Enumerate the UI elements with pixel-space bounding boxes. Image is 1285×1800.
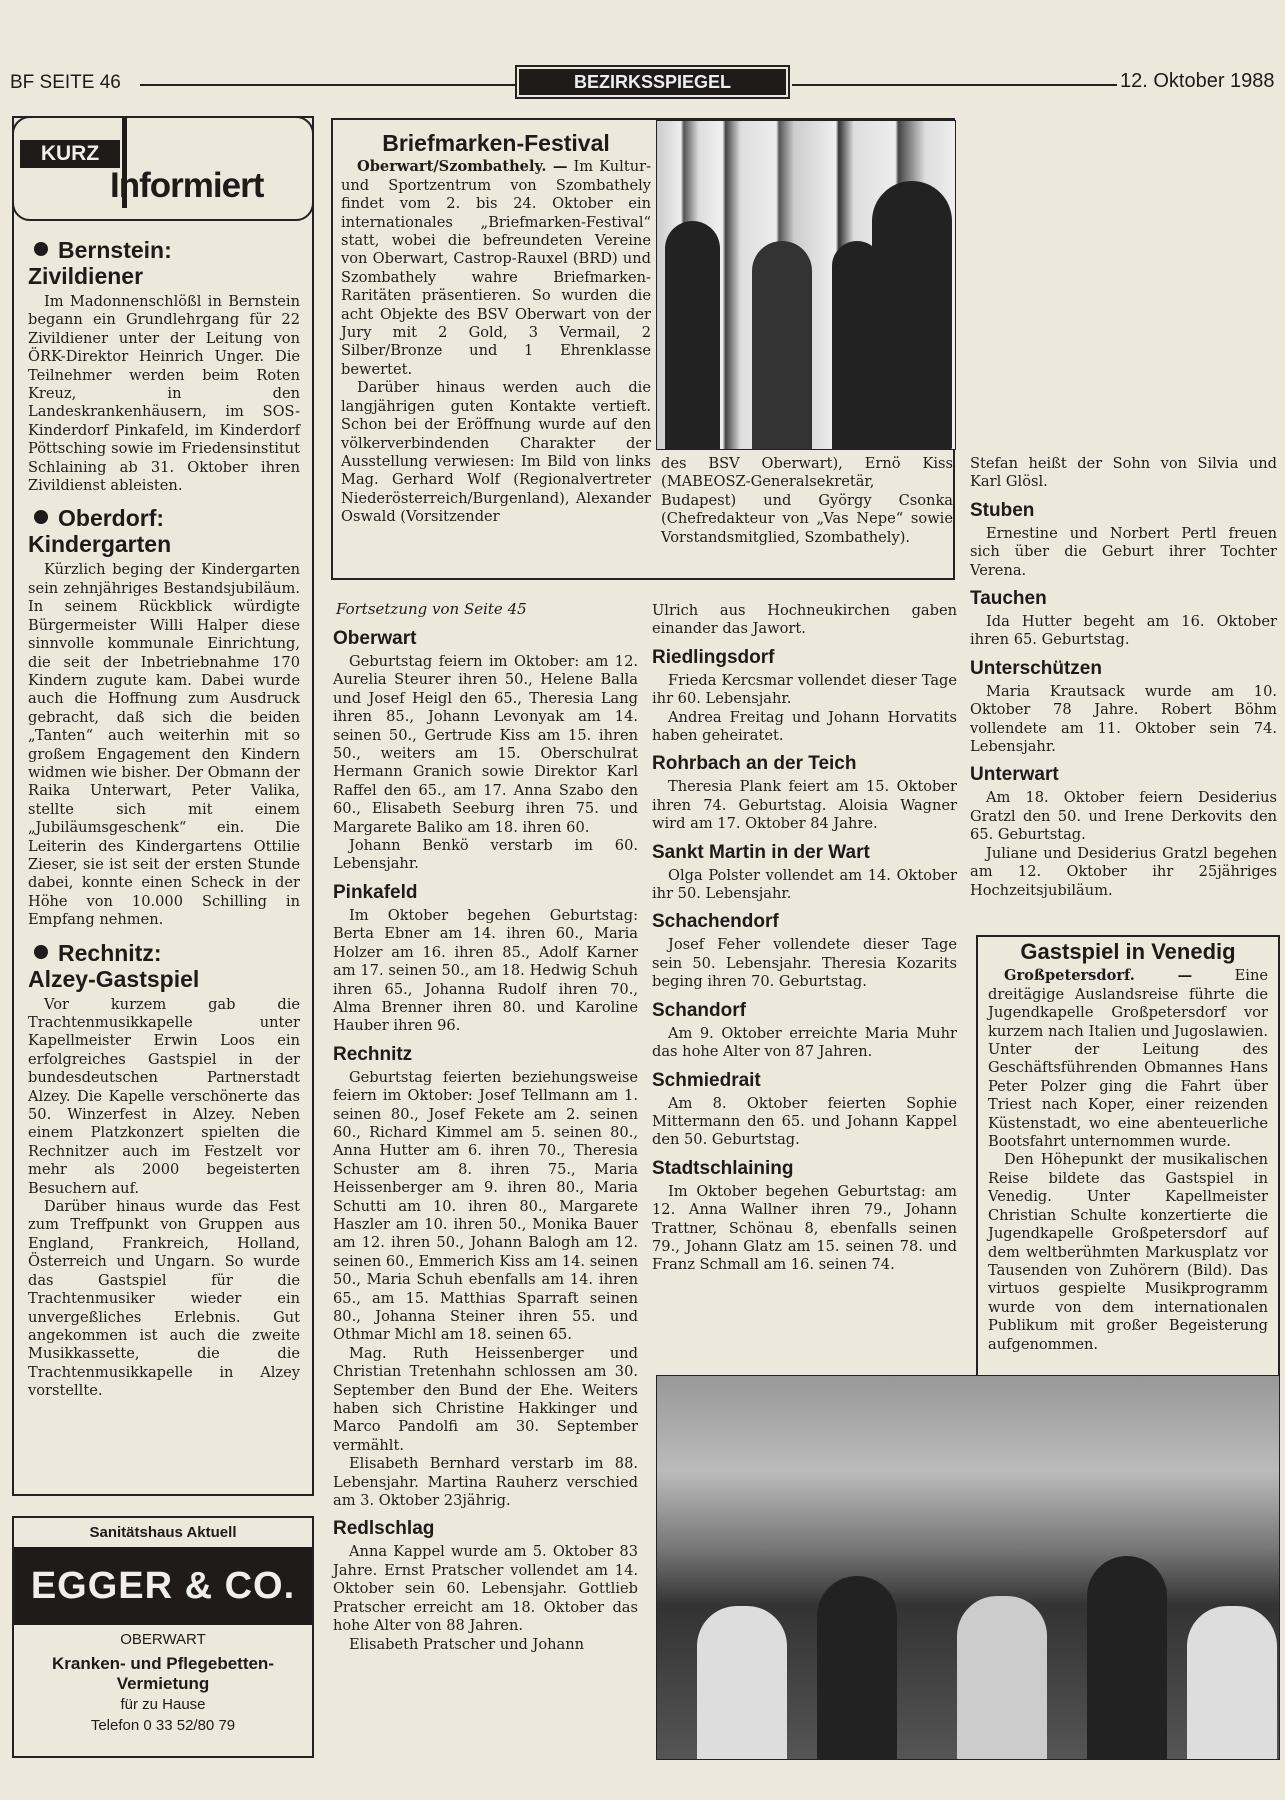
festival-title: Briefmarken-Festival xyxy=(382,130,610,156)
place-heading: Schandorf xyxy=(652,999,746,1021)
paragraph: Olga Polster vollendet am 14. Oktober ihr 50. Lebensjahr. xyxy=(652,866,957,903)
festival-text-1: Im Kultur- und Sportzentrum von Szombathely findet vom 2. bis 24. Oktober ein internationales „Briefmarken-Festival“ statt, wobei die befreundeten Vereine von Oberwart, Castrop-Rauxel (BRD) und Szombathely wahre Briefmarken-Raritäten präsentieren. So wurden die acht Objekte des BSV Oberwart von der Jury mit 2 Gold, 3 Vermail, 2 Silber/Bronze und 1 Ehrenklasse bewertet. xyxy=(341,158,651,378)
paragraph: Geburtstag feiern im Oktober: am 12. Aurelia Steurer ihren 50., Helene Balla und Josef Heigl den 65., Theresia Lang ihren 85., Johann Levonyak am 14. seinen 50., Gertrude Kiss am 15. ihren 50., weiters am 15. Oberschulrat Hermann Granich sowie Direktor Karl Raffel den 65., am 17. Anna Szabo den 60., Elisabeth Seeburg ihren 75. und Margarete Baliko am 18. ihren 60. xyxy=(333,653,638,836)
paragraph: Im Oktober begehen Geburtstag: Berta Ebner am 14. ihren 60., Maria Holzer am 16. ihren 85., Adolf Karner am 17. seinen 50., am 18. Hedwig Schuh ihren 65., Johanna Rudolf ihren 70., Alma Brenner ihren 80. und Karoline Hauber ihren 96. xyxy=(333,906,638,1035)
place-heading: Stadtschlaining xyxy=(652,1157,794,1179)
section-badge xyxy=(515,65,790,99)
place-heading: Stuben xyxy=(970,499,1035,521)
place-heading: Oberwart xyxy=(333,628,417,649)
place-heading: Riedlingsdorf xyxy=(652,646,775,668)
kurz-item-topic: Zivildiener xyxy=(28,263,144,289)
bullet-icon xyxy=(34,242,48,256)
paragraph: Am 18. Oktober feiern Desiderius Gratzl den 50. und Irene Derkovits den 65. Geburtstag. xyxy=(970,789,1277,844)
venedig-lead: Großpetersdorf. — xyxy=(1004,967,1193,985)
page-header xyxy=(10,70,1285,100)
place-heading: Tauchen xyxy=(970,588,1047,610)
kurz-item-heading xyxy=(28,237,300,289)
paragraph: Im Madonnenschlößl in Bernstein begann ein Grundlehrgang für 22 Zivildiener unter der Leitung von ÖRK-Direktor Heinrich Unger. Die Teilnehmer werden beim Roten Kreuz, in den Landeskrankenhäusern, im SOS-Kinderdorf Pinkafeld, im Kinderdorf Pöttsching sowie im Friedensinstitut Schlaining ab 31. Oktober ihren Zivildienst ableisten. xyxy=(28,293,300,495)
paragraph: Am 8. Oktober feierten Sophie Mittermann den 65. und Johann Kappel den 50. Geburtstag. xyxy=(652,1094,957,1149)
kurz-item-place: Oberdorf: xyxy=(58,505,165,532)
paragraph: Frieda Kercsmar vollendet dieser Tage ihr 60. Lebensjahr. xyxy=(652,671,957,708)
festival-column-1 xyxy=(341,126,651,527)
ad-line2: Vermietung xyxy=(116,1674,210,1693)
paragraph: Kürzlich beging der Kindergarten sein zehnjähriges Bestandsjubiläum. In seinem Rückblick würdigte Bürgermeister Willi Halper diese sinnvolle kommunale Einrichtung, die seit der Inbetriebnahme 170 Kindern zugute kam. Dabei wurde auch die Hoffnung zum Ausdruck gebracht, daß sich die beiden „Tanten“ auch weiterhin mit so großem Engagement den Kindern widmen wie bisher. Der Obmann der Raika Unterwart, Peter Valika, stellte sich mit einem „Jubiläumsgeschenk“ ein. Die Leiterin des Kindergartens Ottilie Zieser, sie ist seit der ersten Stunde dabei, konnte einen Scheck in der Höhe von 10.000 Schilling in Empfang nehmen. xyxy=(28,561,300,929)
place-heading: Unterschützen xyxy=(970,657,1102,679)
bullet-icon xyxy=(34,510,48,524)
advertisement-egger xyxy=(12,1516,314,1758)
venedig-text-2: Den Höhepunkt der musikalischen Reise bildete das Gastspiel in Venedig. Unter Kapellmeister Christian Schulte konzertierte die Jugendkapelle Großpetersdorf auf dem weltberühmten Markusplatz vor Tausenden von Zuhörern (Bild). Das virtuos gespielte Musikprogramm wurde von dem internationalen Publikum mit großer Begeisterung aufgenommen. xyxy=(988,1151,1268,1353)
venedig-title: Gastspiel in Venedig xyxy=(1020,939,1236,964)
kurz-item-text xyxy=(28,561,300,929)
festival-lead: Oberwart/Szombathely. — xyxy=(357,158,568,176)
kurz-items xyxy=(14,221,312,1401)
paragraph: Ida Hutter begeht am 16. Oktober ihren 65. Geburtstag. xyxy=(970,613,1277,649)
place-heading: Pinkafeld xyxy=(333,881,418,903)
paragraph: Anna Kappel wurde am 5. Oktober 83 Jahre. Ernst Pratscher vollendet am 14. Oktober sein 60. Lebensjahr. Gottlieb Pratscher erreicht am 18. Oktober das hohe Alter von 88 Jahren. xyxy=(333,1543,638,1635)
paragraph: Am 9. Oktober erreichte Maria Muhr das hohe Alter von 87 Jahren. xyxy=(652,1024,957,1061)
venedig-text-1: Eine dreitägige Auslandsreise führte die Jugendkapelle Großpetersdorf vor kurzem nach Italien und Jugoslawien. Unter der Leitung des Geschäftsführenden Obmannes Hans Peter Polzer ging die Fahrt über Triest nach Koper, einer reizenden Küstenstadt, wo eine abenteuerliche Bootsfahrt unternommen wurde. xyxy=(988,967,1268,1151)
section-title: BEZIRKSSPIEGEL xyxy=(519,69,786,95)
kurz-item-heading xyxy=(28,940,300,992)
ad-city: OBERWART xyxy=(120,1631,206,1648)
kurz-item-topic: Alzey-Gastspiel xyxy=(28,965,200,992)
place-heading: Sankt Martin in der Wart xyxy=(652,841,870,863)
paragraph: Theresia Plank feiert am 15. Oktober ihren 74. Geburtstag. Aloisia Wagner wird am 17. Oktober 84 Jahre. xyxy=(652,778,957,833)
festival-text-3: des BSV Oberwart), Ernö Kiss (MABEOSZ-Generalsekretär, Budapest) und György Csonka (Chefredakteur von „Vas Nepe“ sowie Vorstandsmitglied, Szombathely). xyxy=(661,455,953,546)
ad-top: Sanitätshaus Aktuell xyxy=(89,1524,237,1541)
paragraph: Josef Feher vollendete dieser Tage sein 50. Lebensjahr. Theresia Kozarits beging ihren 70. Geburtstag. xyxy=(652,936,957,991)
header-rule-left xyxy=(140,84,515,86)
paragraph: Elisabeth Bernhard verstarb im 88. Lebensjahr. Martina Rauherz verschied am 3. Oktober 23jährig. xyxy=(333,1455,638,1510)
paragraph: Ernestine und Norbert Pertl freuen sich über die Geburt ihrer Tochter Verena. xyxy=(970,524,1277,579)
kurz-title: Informiert xyxy=(110,166,264,205)
kurz-tag: KURZ xyxy=(20,140,120,168)
paragraph: Elisabeth Pratscher und Johann xyxy=(349,1635,585,1653)
paragraph: Johann Benkö verstarb im 60. Lebensjahr. xyxy=(333,837,638,873)
paragraph: Maria Krautsack wurde am 10. Oktober 78 Jahre. Robert Böhm vollendete am 11. Oktober sein 74. Lebensjahr. xyxy=(970,682,1277,756)
header-rule-right xyxy=(792,84,1117,86)
kurz-item-place: Bernstein: xyxy=(58,237,172,263)
place-heading: Rechnitz xyxy=(333,1043,413,1065)
paragraph: Vor kurzem gab die Trachtenmusikkapelle unter Kapellmeister Erwin Loos ein erfolgreiches Gastspiel in der bundesdeutschen Partnerstadt Alzey. Die Kapelle verschönerte das 50. Winzerfest in Alzey. Neben einem Platzkonzert spielten die Rechnitzer auch im Festzelt vor mehr als 2000 begeisterten Besuchern auf. xyxy=(28,995,300,1197)
kurz-item-topic: Kindergarten xyxy=(28,531,172,558)
place-heading: Schmiedrait xyxy=(652,1069,761,1091)
continued-note: Fortsetzung von Seite 45 xyxy=(336,600,527,618)
bullet-icon xyxy=(34,945,48,959)
paragraph: Darüber hinaus wurde das Fest zum Treffpunkt von Gruppen aus England, Frankreich, Holland, Österreich und Ungarn. So wurde das Gastspiel für die Trachtenmusiker wieder ein unvergeßliches Erlebnis. Gut angekommen ist auch die zweite Musikkassette, die die Trachtenmusikkapelle in Alzey vorstellte. xyxy=(28,1198,300,1400)
chronik-column-2 xyxy=(652,602,957,1275)
place-heading: Schachendorf xyxy=(652,911,779,933)
chronik-column-3 xyxy=(970,455,1277,900)
festival-article-box xyxy=(331,118,955,580)
venedig-article-box xyxy=(976,935,1280,1435)
kurz-header xyxy=(12,116,314,221)
kurz-informiert-box xyxy=(12,116,314,1496)
issue-date: 12. Oktober 1988 xyxy=(1120,70,1275,92)
paragraph: Juliane und Desiderius Gratzl begehen am 12. Oktober ihr 25jähriges Hochzeitsjubiläum. xyxy=(970,844,1277,899)
chronik-column-1 xyxy=(333,620,638,1654)
page-number: BF SEITE 46 xyxy=(10,72,121,93)
paragraph: Im Oktober begehen Geburtstag: am 12. Anna Wallner ihren 79., Johann Trattner, Schönau 8, ebenfalls seinen 79., Johann Glatz am 15. seinen 78. und Franz Schmall am 16. seinen 74. xyxy=(652,1182,957,1274)
ad-line1: Kranken- und Pflegebetten- xyxy=(52,1654,274,1673)
kurz-item-text xyxy=(28,293,300,495)
ad-logo: EGGER & CO. xyxy=(14,1547,312,1625)
kurz-item-text xyxy=(28,996,300,1401)
paragraph: Andrea Freitag und Johann Horvatits haben geheiratet. xyxy=(652,708,957,745)
kurz-item-heading xyxy=(28,505,300,557)
paragraph: Stefan heißt der Sohn von Silvia und Karl Glösl. xyxy=(970,455,1277,491)
place-heading: Redlschlag xyxy=(333,1518,435,1540)
place-heading: Unterwart xyxy=(970,764,1059,786)
ad-phone: Telefon 0 33 52/80 79 xyxy=(90,1717,236,1734)
festival-text-2: Darüber hinaus werden auch die langjährigen guten Kontakte vertieft. Schon bei der Eröffnung wurde auf den völkerverbindenden Charakter der Ausstellung verwiesen: Im Bild von links Mag. Gerhard Wolf (Regionalvertreter Niederösterreich/Burgenland), Alexander Oswald (Vorsitzender xyxy=(341,379,651,526)
ad-line3: für zu Hause xyxy=(120,1696,206,1713)
kurz-item-place: Rechnitz: xyxy=(58,939,162,966)
festival-photo xyxy=(656,120,956,450)
paragraph: Ulrich aus Hochneukirchen gaben einander das Jawort. xyxy=(652,602,957,638)
paragraph: Mag. Ruth Heissenberger und Christian Tretenhahn schlossen am 30. September den Bund der Ehe. Weiters haben sich Christine Hakkinger und Marco Pandolfi am 30. September vermählt. xyxy=(333,1344,638,1454)
band-photo xyxy=(656,1375,1280,1760)
place-heading: Rohrbach an der Teich xyxy=(652,753,857,775)
paragraph: Geburtstag feierten beziehungsweise feiern im Oktober: Josef Tellmann am 1. seinen 80., Josef Fekete am 2. seinen 60., Richard Kimmel am 5. seinen 80., Anna Hutter am 6. ihren 70., Theresia Schuster am 8. ihren 75., Maria Heissenberger am 9. ihren 80., Maria Schutti am 10. ihren 80., Margarete Haszler am 10. ihren 50., Monika Bauer am 12. ihren 50., Johann Balogh am 12. seinen 60., Emmerich Kiss am 14. seinen 50., Maria Schuh ebenfalls am 14. ihren 65., am 15. Matthias Sparraft seinen 80., Johanna Steiner ihren 55. und Othmar Michl am 18. seinen 65. xyxy=(333,1068,638,1344)
